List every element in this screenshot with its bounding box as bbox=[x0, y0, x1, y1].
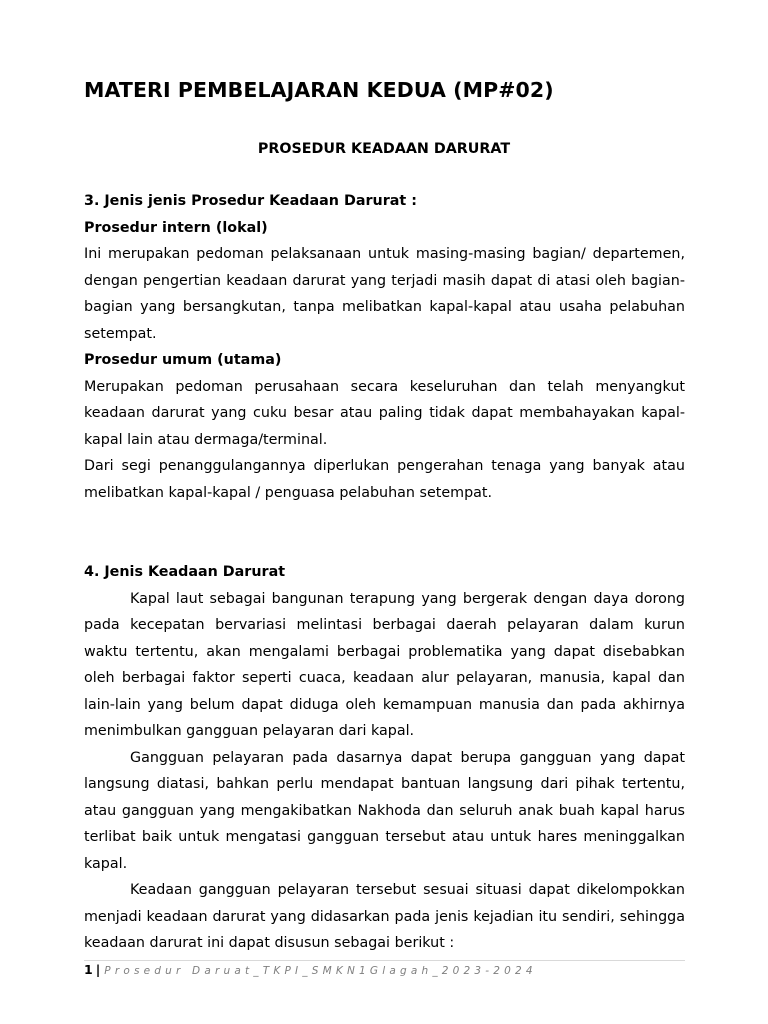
prosedur-umum-text-1: Merupakan pedoman perusahaan secara keseluruhan dan telah menyangkut keadaan darurat yang cuku besar atau paling tidak dapat membahayakan kapal-kapal lain atau dermaga/terminal. bbox=[84, 378, 685, 448]
section-4-heading: 4. Jenis Keadaan Darurat bbox=[84, 564, 286, 580]
prosedur-intern-text: Ini merupakan pedoman pelaksanaan untuk masing-masing bagian/ departemen, dengan pengertian keadaan darurat yang terjadi masih dapat di atasi oleh bagian-bagian yang bersangkutan, tanpa melibatkan kapal-kapal atau usaha pelabuhan setempat. bbox=[84, 246, 685, 342]
section-4-paragraph-2: Gangguan pelayaran pada dasarnya dapat berupa gangguan yang dapat langsung diatasi, bahkan perlu mendapat bantuan langsung dari pihak tertentu, atau gangguan yang mengakibatkan Nakhoda dan seluruh anak buah kapal harus terlibat baik untuk mengatasi gangguan tersebut atau untuk hares meninggalkan kapal. bbox=[84, 749, 685, 872]
section-4-paragraph-1: Kapal laut sebagai bangunan terapung yang bergerak dengan daya dorong pada kecepatan bervariasi melintasi berbagai daerah pelayaran dalam kurun waktu tertentu, akan mengalami berbagai problematika yang dapat disebabkan oleh berbagai faktor seperti cuaca, keadaan alur pelayaran, manusia, kapal dan lain-lain yang belum dapat diduga oleh kemampuan manusia dan pada akhirnya menimbulkan gangguan pelayaran dari kapal. bbox=[84, 590, 685, 739]
document-subtitle: PROSEDUR KEADAAN DARURAT bbox=[257, 141, 511, 157]
document-body bbox=[84, 188, 685, 957]
section-3-heading: 3. Jenis jenis Prosedur Keadaan Darurat : bbox=[84, 193, 417, 209]
footer-text: Prosedur Daruat_TKPI_SMKN1Glagah_2023-2024 bbox=[104, 965, 537, 977]
page-footer bbox=[84, 962, 537, 977]
page-number: 1 bbox=[84, 962, 93, 977]
prosedur-umum-heading: Prosedur umum (utama) bbox=[84, 352, 282, 368]
prosedur-intern-heading: Prosedur intern (lokal) bbox=[84, 219, 268, 236]
prosedur-umum-text-2: Dari segi penanggulangannya diperlukan pengerahan tenaga yang banyak atau melibatkan kapal-kapal / penguasa pelabuhan setempat. bbox=[84, 458, 685, 501]
section-spacer bbox=[84, 506, 685, 559]
footer-divider bbox=[84, 960, 685, 961]
section-4-paragraph-3: Keadaan gangguan pelayaran tersebut sesuai situasi dapat dikelompokkan menjadi keadaan darurat yang didasarkan pada jenis kejadian itu sendiri, sehingga keadaan darurat ini dapat disusun sebagai berikut : bbox=[84, 882, 685, 951]
document-title: MATERI PEMBELAJARAN KEDUA (MP#02) bbox=[84, 78, 554, 102]
footer-separator: | bbox=[95, 962, 101, 977]
